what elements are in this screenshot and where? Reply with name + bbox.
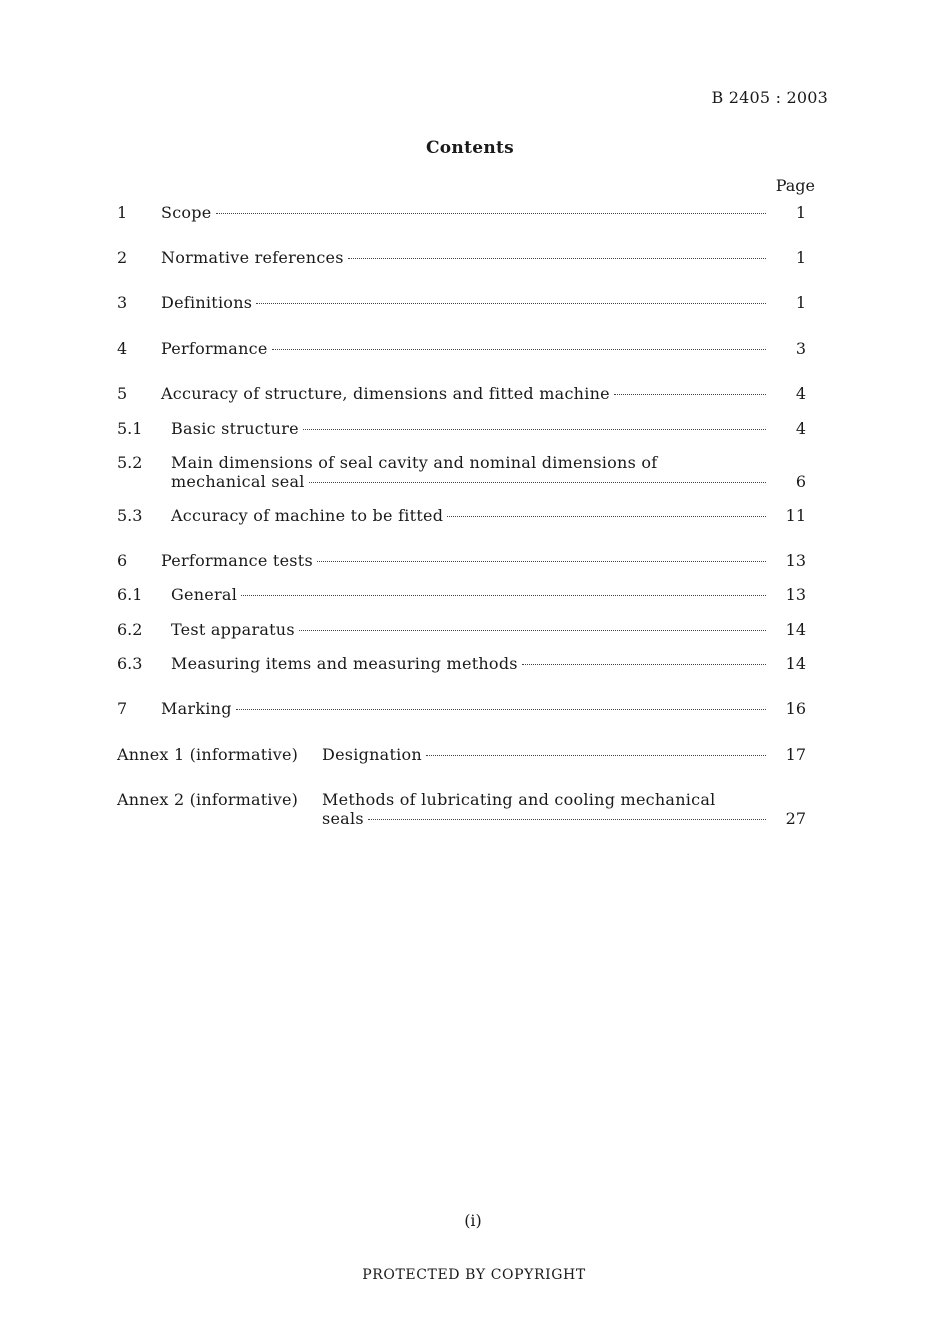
toc-entry-title-line-1: Methods of lubricating and cooling mechanical [322, 790, 716, 809]
toc-entry-title: Marking [161, 699, 232, 718]
toc-entry-page: 6 [795, 472, 806, 491]
document-designation: B 2405 : 2003 [711, 88, 828, 107]
dot-leader [309, 482, 766, 483]
toc-entry-title: Definitions [161, 293, 253, 312]
copyright-notice: PROTECTED BY COPYRIGHT [362, 1267, 586, 1283]
toc-entry-title: General [171, 585, 238, 604]
toc-entry-title: Performance [161, 339, 268, 358]
dot-leader [614, 394, 766, 395]
toc-entry-page: 14 [785, 620, 806, 639]
toc-entry-title: Basic structure [171, 419, 299, 438]
toc-entry-number: 6 [117, 551, 128, 570]
toc-entry-page: 17 [785, 745, 806, 764]
toc-entry-number: 6.3 [117, 654, 143, 673]
toc-entry-title: Scope [161, 203, 212, 222]
toc-entry-title: Measuring items and measuring methods [171, 654, 518, 673]
toc-entry-title: Test apparatus [171, 620, 295, 639]
dot-leader [522, 664, 766, 665]
annex-label: Annex 2 (informative) [117, 790, 299, 809]
toc-entry-number: 6.2 [117, 620, 143, 639]
toc-entry-page: 11 [785, 506, 806, 525]
toc-entry-title: Accuracy of machine to be fitted [171, 506, 444, 525]
dot-leader [236, 709, 766, 710]
toc-entry-page: 4 [795, 419, 806, 438]
toc-entry-number: 5.1 [117, 419, 143, 438]
dot-leader [426, 755, 766, 756]
toc-entry-number: 5.2 [117, 453, 143, 472]
toc-entry-page: 1 [795, 248, 806, 267]
toc-entry-title: Designation [322, 745, 422, 764]
dot-leader [317, 561, 766, 562]
toc-entry-title: Accuracy of structure, dimensions and fitted machine [161, 384, 610, 403]
toc-entry-page: 16 [785, 699, 806, 718]
dot-leader [272, 349, 766, 350]
toc-entry-number: 3 [117, 293, 128, 312]
page-title: Contents [425, 138, 515, 158]
dot-leader [303, 429, 766, 430]
toc-entry-page: 13 [785, 551, 806, 570]
toc-entry-page: 27 [785, 809, 806, 828]
toc-entry-number: 2 [117, 248, 128, 267]
toc-entry-page: 13 [785, 585, 806, 604]
dot-leader [348, 258, 766, 259]
page-column-header: Page [775, 176, 815, 195]
annex-label: Annex 1 (informative) [117, 745, 299, 764]
toc-entry-title-line-1: Main dimensions of seal cavity and nominal dimensions of [171, 453, 658, 472]
page-folio: (i) [464, 1211, 482, 1230]
toc-entry-number: 4 [117, 339, 128, 358]
toc-entry-page: 1 [795, 203, 806, 222]
toc-entry-number: 6.1 [117, 585, 143, 604]
dot-leader [216, 213, 766, 214]
toc-entry-page: 14 [785, 654, 806, 673]
dot-leader [299, 630, 766, 631]
toc-entry-number: 1 [117, 203, 128, 222]
toc-entry-title-line-2: seals [322, 809, 364, 828]
toc-entry-page: 3 [795, 339, 806, 358]
dot-leader [256, 303, 766, 304]
toc-entry-number: 7 [117, 699, 128, 718]
toc-entry-title: Normative references [161, 248, 344, 267]
toc-entry-number: 5 [117, 384, 128, 403]
dot-leader [241, 595, 766, 596]
dot-leader [447, 516, 766, 517]
toc-entry-page: 1 [795, 293, 806, 312]
dot-leader [368, 819, 766, 820]
toc-entry-title: Performance tests [161, 551, 313, 570]
toc-entry-title-line-2: mechanical seal [171, 472, 305, 491]
toc-entry-number: 5.3 [117, 506, 143, 525]
toc-entry-page: 4 [795, 384, 806, 403]
